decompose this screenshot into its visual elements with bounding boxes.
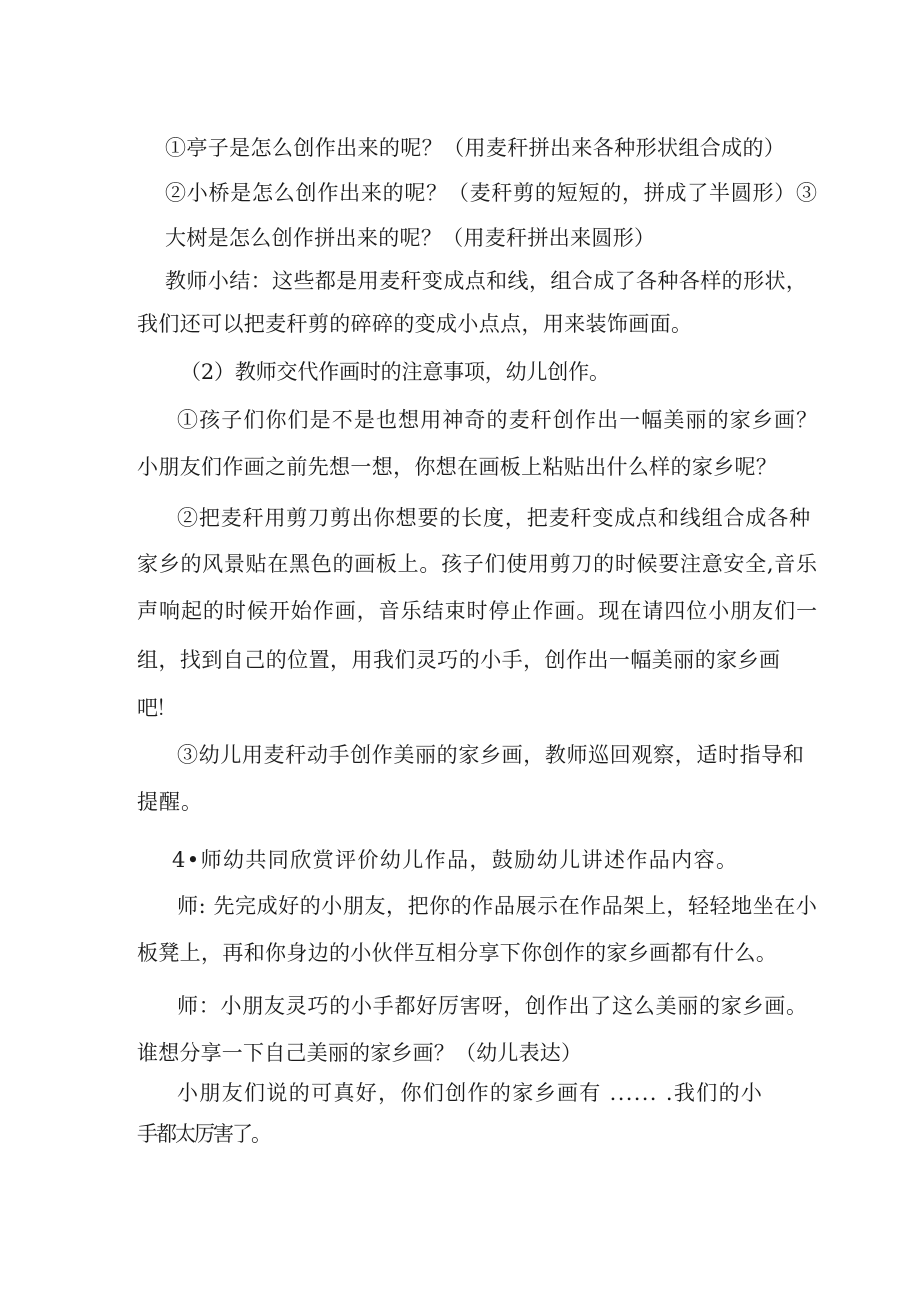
text-line-11: 声响起的时候开始作画，音乐结束时停止作画。现在请四位小朋友们一 <box>137 599 819 623</box>
text-line-20: 谁想分享一下自己美丽的家乡画？（幼儿表达） <box>137 1041 583 1065</box>
text-line-10: 家乡的风景贴在黑色的画板上。孩子们使用剪刀的时候要注意安全,音乐 <box>137 552 818 576</box>
text-line-9: ②把麦秆用剪刀剪出你想要的长度，把麦秆变成点和线组合成各种 <box>177 506 811 530</box>
text-line-18: 板凳上，再和你身边的小伙伴互相分享下你创作的家乡画都有什么。 <box>137 941 778 965</box>
text-line-4: 教师小结：这些都是用麦秆变成点和线，组合成了各种各样的形状， <box>165 269 808 293</box>
text-line-7: ①孩子们你们是不是也想用神奇的麦秆创作出一幅美丽的家乡画？ <box>177 408 819 432</box>
text-line-21: 小朋友们说的可真好，你们创作的家乡画有 ...... .我们的小 <box>177 1081 764 1105</box>
text-line-2: ②小桥是怎么创作出来的呢？（麦秆剪的短短的，拼成了半圆形）③ <box>165 181 818 205</box>
text-line-5: 我们还可以把麦秆剪的碎碎的变成小点点，用来装饰画面。 <box>137 312 693 336</box>
text-line-3: 大树是怎么创作拼出来的呢？（用麦秆拼出来圆形） <box>165 226 656 250</box>
text-line-22: 手都太厉害了。 <box>137 1122 270 1146</box>
text-line-17: 师: 先完成好的小朋友，把你的作品展示在作品架上，轻轻地坐在小 <box>177 894 818 918</box>
text-line-6: （2）教师交代作画时的注意事项，幼儿创作。 <box>180 360 610 384</box>
text-line-13: 吧！ <box>137 696 175 720</box>
text-line-19: 师：小朋友灵巧的小手都好厉害呀，创作出了这么美丽的家乡画。 <box>177 994 808 1018</box>
text-line-16: 4•师幼共同欣赏评价幼儿作品，鼓励幼儿讲述作品内容。 <box>172 848 739 872</box>
text-line-14: ③幼儿用麦秆动手创作美丽的家乡画，教师巡回观察，适时指导和 <box>177 743 805 767</box>
text-line-8: 小朋友们作画之前先想一想，你想在画板上粘贴出什么样的家乡呢？ <box>137 455 778 479</box>
text-line-12: 组，找到自己的位置，用我们灵巧的小手，创作出一幅美丽的家乡画 <box>137 648 781 672</box>
text-line-1: ①亭子是怎么创作出来的呢？（用麦秆拼出来各种形状组合成的） <box>165 136 786 160</box>
text-line-15: 提醒。 <box>137 790 203 814</box>
